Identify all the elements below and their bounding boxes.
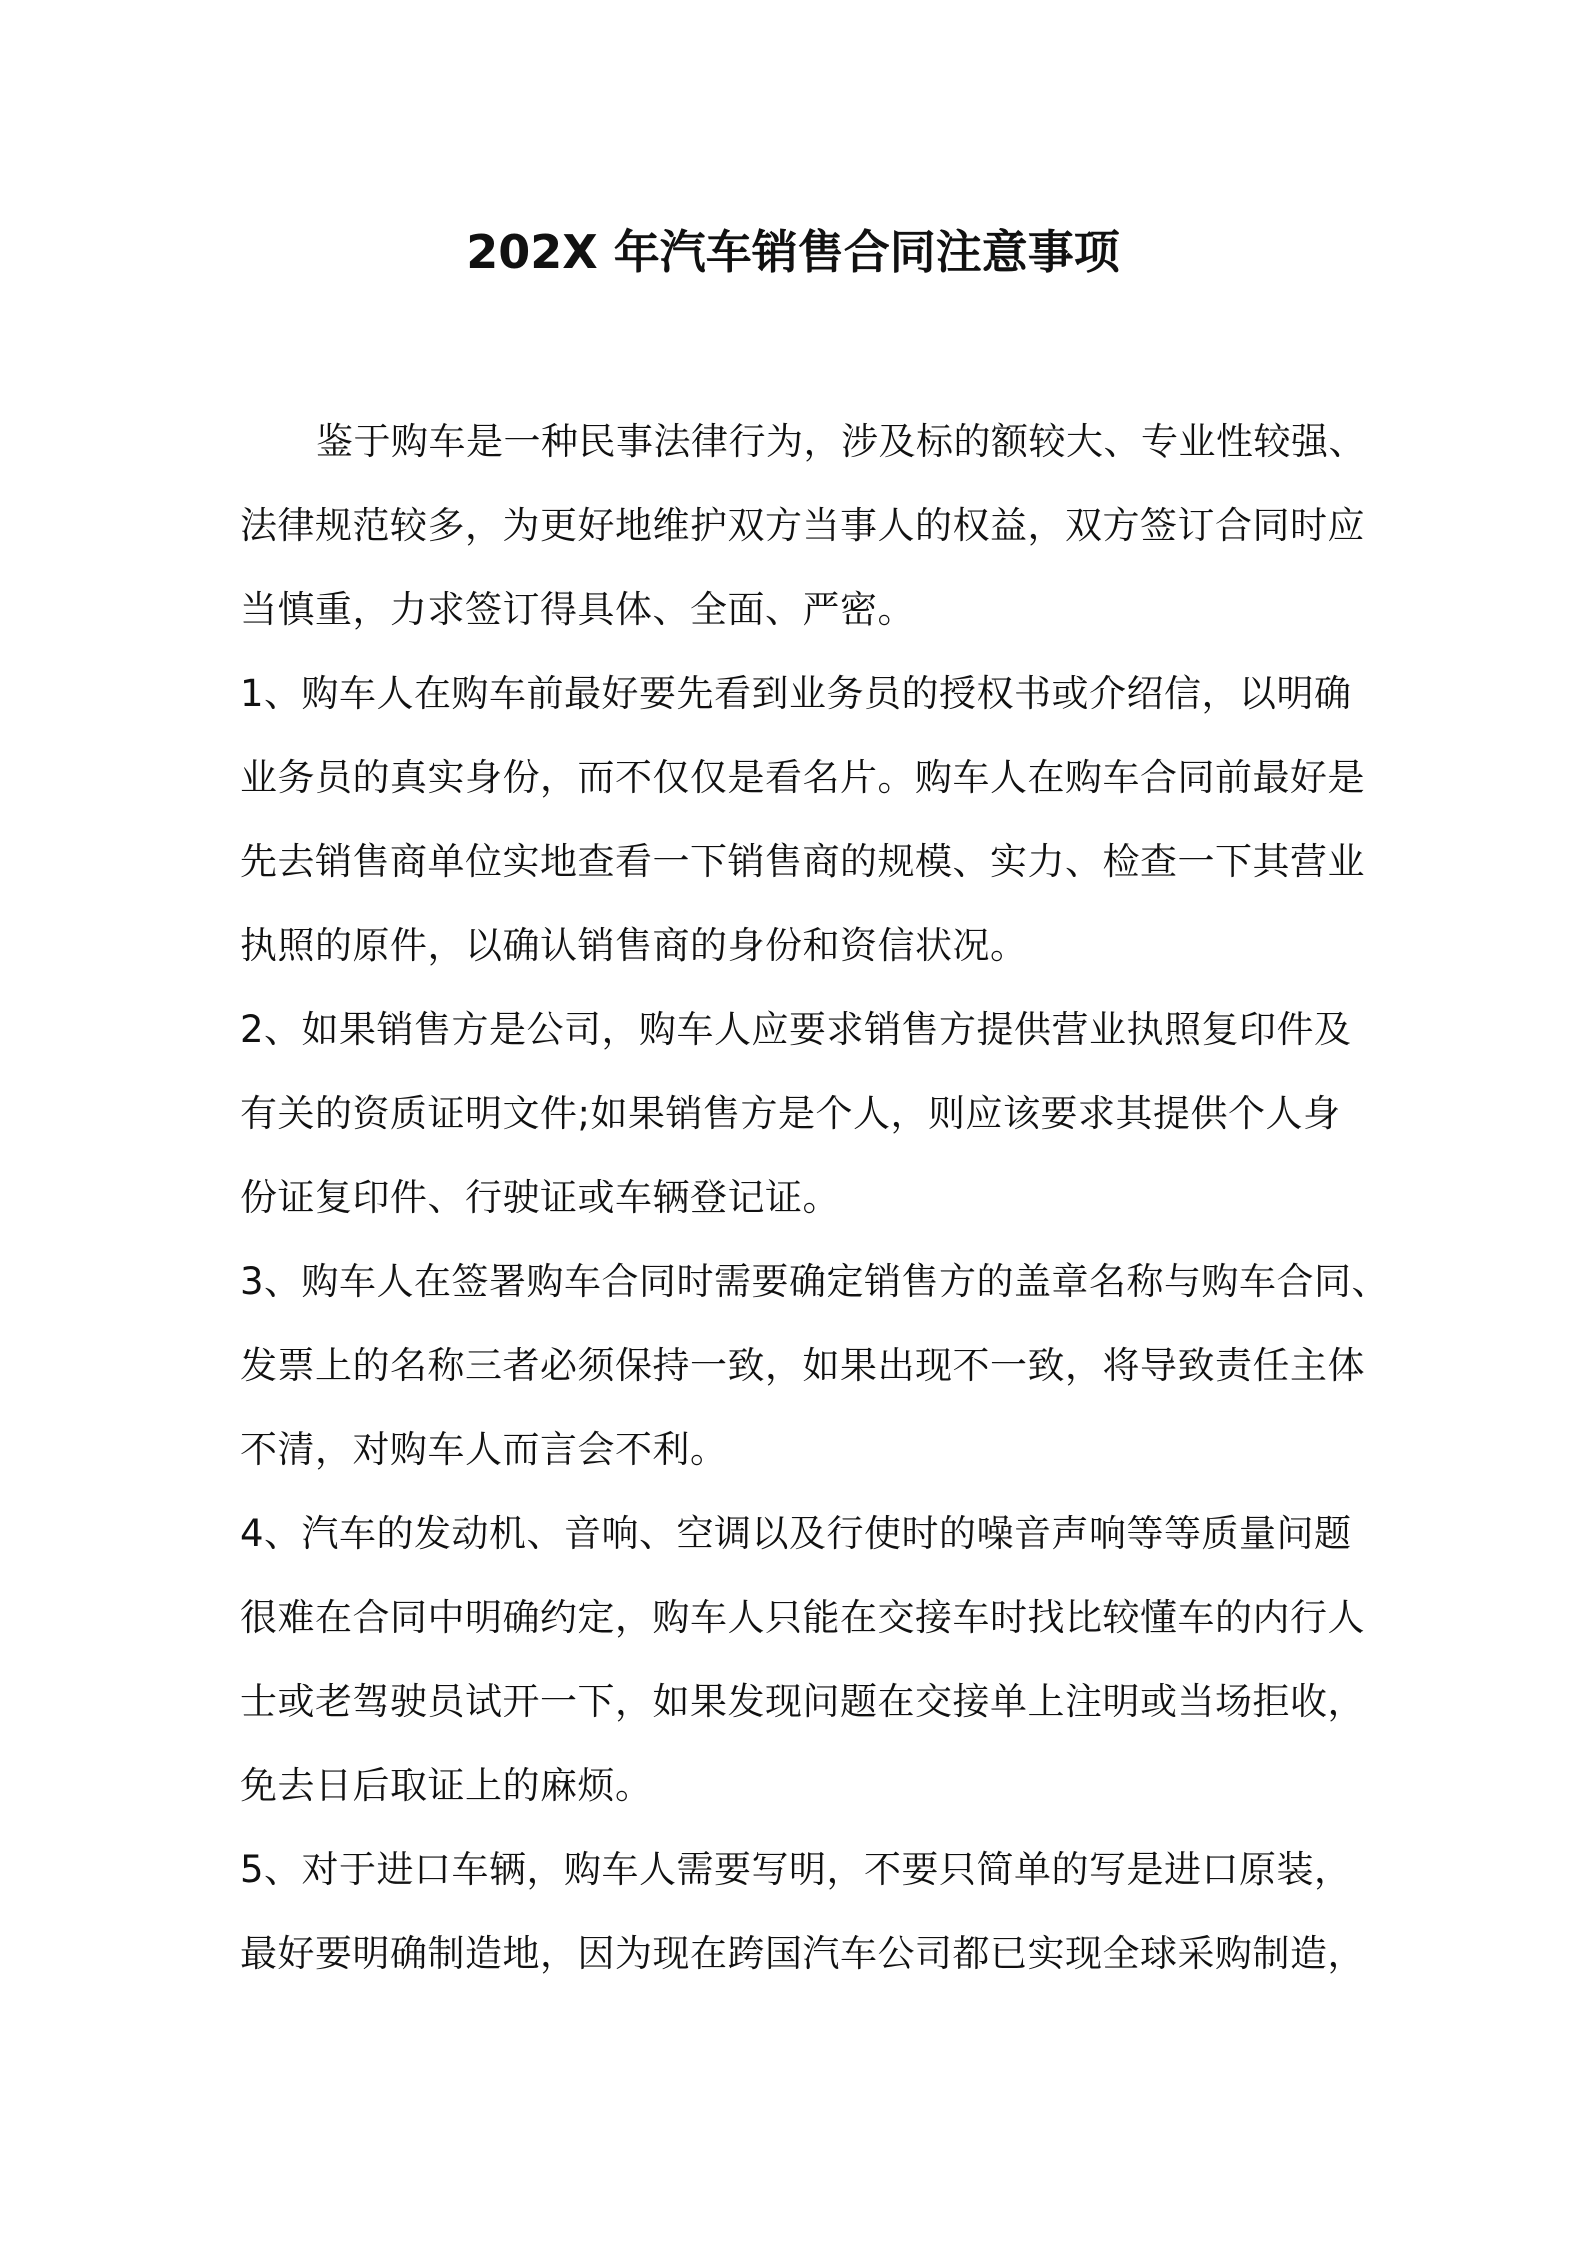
paragraph-line: 免去日后取证上的麻烦。 <box>240 1764 653 1807</box>
paragraph-line: 业务员的真实身份，而不仅仅是看名片。购车人在购车合同前最好是 <box>240 756 1365 799</box>
paragraph-line: 份证复印件、行驶证或车辆登记证。 <box>240 1176 840 1219</box>
paragraph-line: 有关的资质证明文件;如果销售方是个人，则应该要求其提供个人身 <box>240 1092 1341 1135</box>
paragraph-line: 最好要明确制造地，因为现在跨国汽车公司都已实现全球采购制造， <box>240 1932 1365 1975</box>
paragraph-line: 2、如果销售方是公司，购车人应要求销售方提供营业执照复印件及 <box>240 1008 1352 1051</box>
paragraph-line: 发票上的名称三者必须保持一致，如果出现不一致，将导致责任主体 <box>240 1344 1365 1387</box>
document-body <box>240 400 1390 1996</box>
paragraph-line: 很难在合同中明确约定，购车人只能在交接车时找比较懂车的内行人 <box>240 1596 1365 1639</box>
paragraph-line: 执照的原件，以确认销售商的身份和资信状况。 <box>240 924 1028 967</box>
paragraph-line: 4、汽车的发动机、音响、空调以及行使时的噪音声响等等质量问题 <box>240 1512 1352 1555</box>
paragraph-line: 3、购车人在签署购车合同时需要确定销售方的盖章名称与购车合同、 <box>240 1260 1390 1303</box>
paragraph-line: 士或老驾驶员试开一下，如果发现问题在交接单上注明或当场拒收， <box>240 1680 1365 1723</box>
paragraph-line: 5、对于进口车辆，购车人需要写明，不要只简单的写是进口原装， <box>240 1848 1352 1891</box>
paragraph-line: 不清，对购车人而言会不利。 <box>240 1428 728 1471</box>
paragraph-line: 法律规范较多，为更好地维护双方当事人的权益，双方签订合同时应 <box>240 504 1365 547</box>
document-title: 202X 年汽车销售合同注意事项 <box>466 225 1120 279</box>
paragraph-line: 当慎重，力求签订得具体、全面、严密。 <box>240 588 915 631</box>
paragraph-line: 鉴于购车是一种民事法律行为，涉及标的额较大、专业性较强、 <box>316 420 1366 463</box>
paragraph-line: 先去销售商单位实地查看一下销售商的规模、实力、检查一下其营业 <box>240 840 1365 883</box>
paragraph-line: 1、购车人在购车前最好要先看到业务员的授权书或介绍信，以明确 <box>240 672 1352 715</box>
